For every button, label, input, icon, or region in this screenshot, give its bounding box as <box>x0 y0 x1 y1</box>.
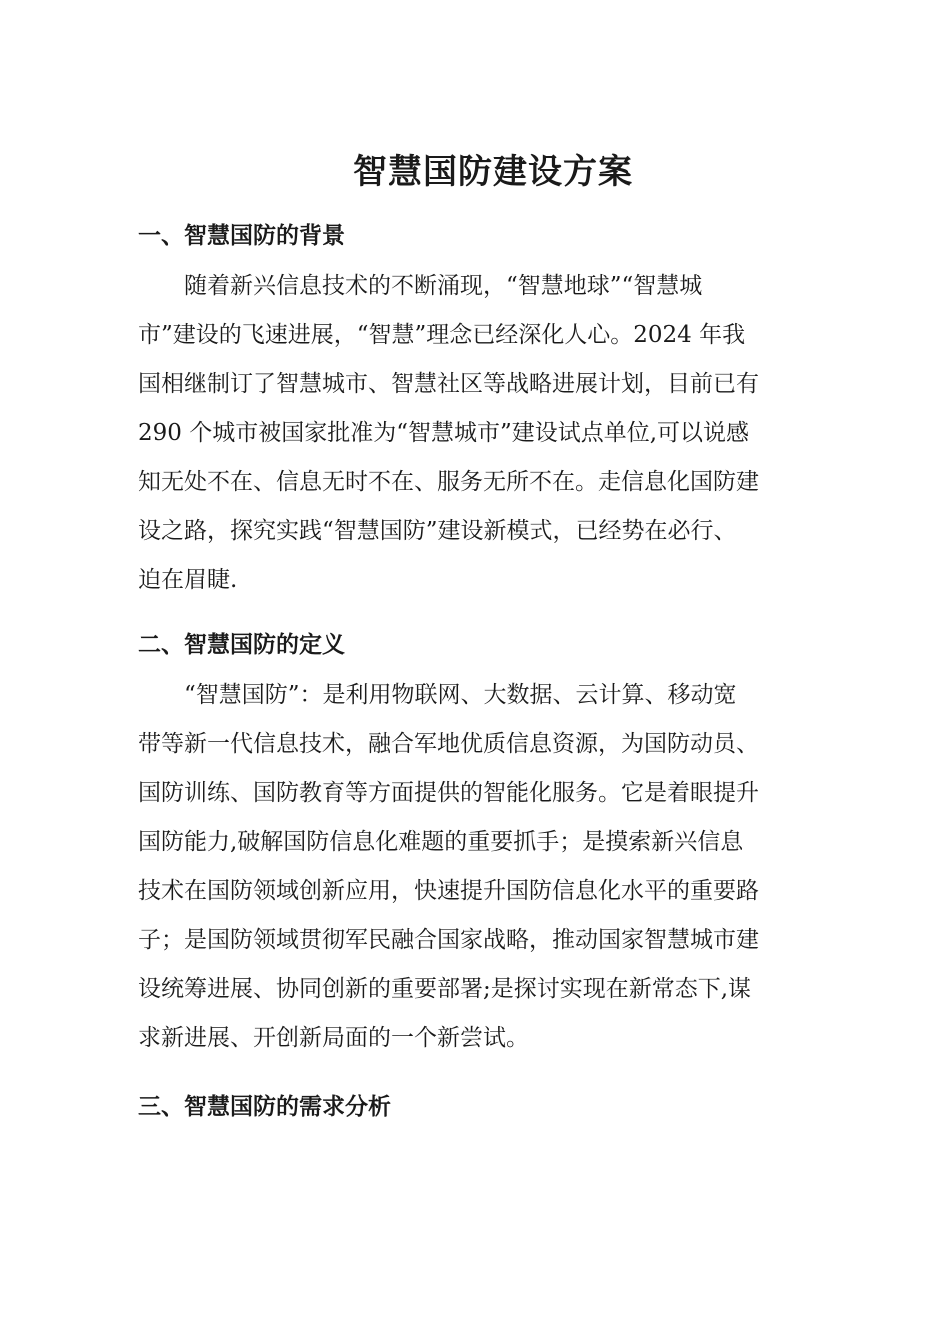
paragraph-line: 国防能力,破解国防信息化难题的重要抓手；是摸索新兴信息 <box>138 829 744 855</box>
paragraph-line: 设统筹进展、协同创新的重要部署;是探讨实现在新常态下,谋 <box>138 976 752 1002</box>
paragraph-line: 子；是国防领域贯彻军民融合国家战略，推动国家智慧城市建 <box>138 927 759 953</box>
paragraph-line: 国防训练、国防教育等方面提供的智能化服务。它是着眼提升 <box>138 780 759 806</box>
paragraph-line: 求新进展、开创新局面的一个新尝试。 <box>138 1025 529 1051</box>
paragraph-line: 市”建设的飞速进展，“智慧”理念已经深化人心。2024 年我 <box>138 322 746 348</box>
section-heading-requirements: 三、智慧国防的需求分析 <box>138 1094 391 1120</box>
paragraph-line: 知无处不在、信息无时不在、服务无所不在。走信息化国防建 <box>138 469 759 495</box>
paragraph-definition <box>138 671 838 1063</box>
paragraph-background <box>138 262 838 605</box>
paragraph-line: 设之路，探究实践“智慧国防”建设新模式，已经势在必行、 <box>138 518 737 544</box>
document-title: 智慧国防建设方案 <box>353 152 633 192</box>
paragraph-line: 随着新兴信息技术的不断涌现，“智慧地球”“智慧城 <box>184 273 703 299</box>
paragraph-line: 带等新一代信息技术，融合军地优质信息资源，为国防动员、 <box>138 731 759 757</box>
paragraph-line: 290 个城市被国家批准为“智慧城市”建设试点单位,可以说感 <box>138 420 750 446</box>
section-heading-background: 一、智慧国防的背景 <box>138 223 345 249</box>
paragraph-line: 迫在眉睫. <box>138 567 238 593</box>
paragraph-line: 技术在国防领域创新应用，快速提升国防信息化水平的重要路 <box>138 878 759 904</box>
paragraph-line: “智慧国防”：是利用物联网、大数据、云计算、移动宽 <box>184 682 737 708</box>
paragraph-line: 国相继制订了智慧城市、智慧社区等战略进展计划，目前已有 <box>138 371 759 397</box>
section-heading-definition: 二、智慧国防的定义 <box>138 632 345 658</box>
